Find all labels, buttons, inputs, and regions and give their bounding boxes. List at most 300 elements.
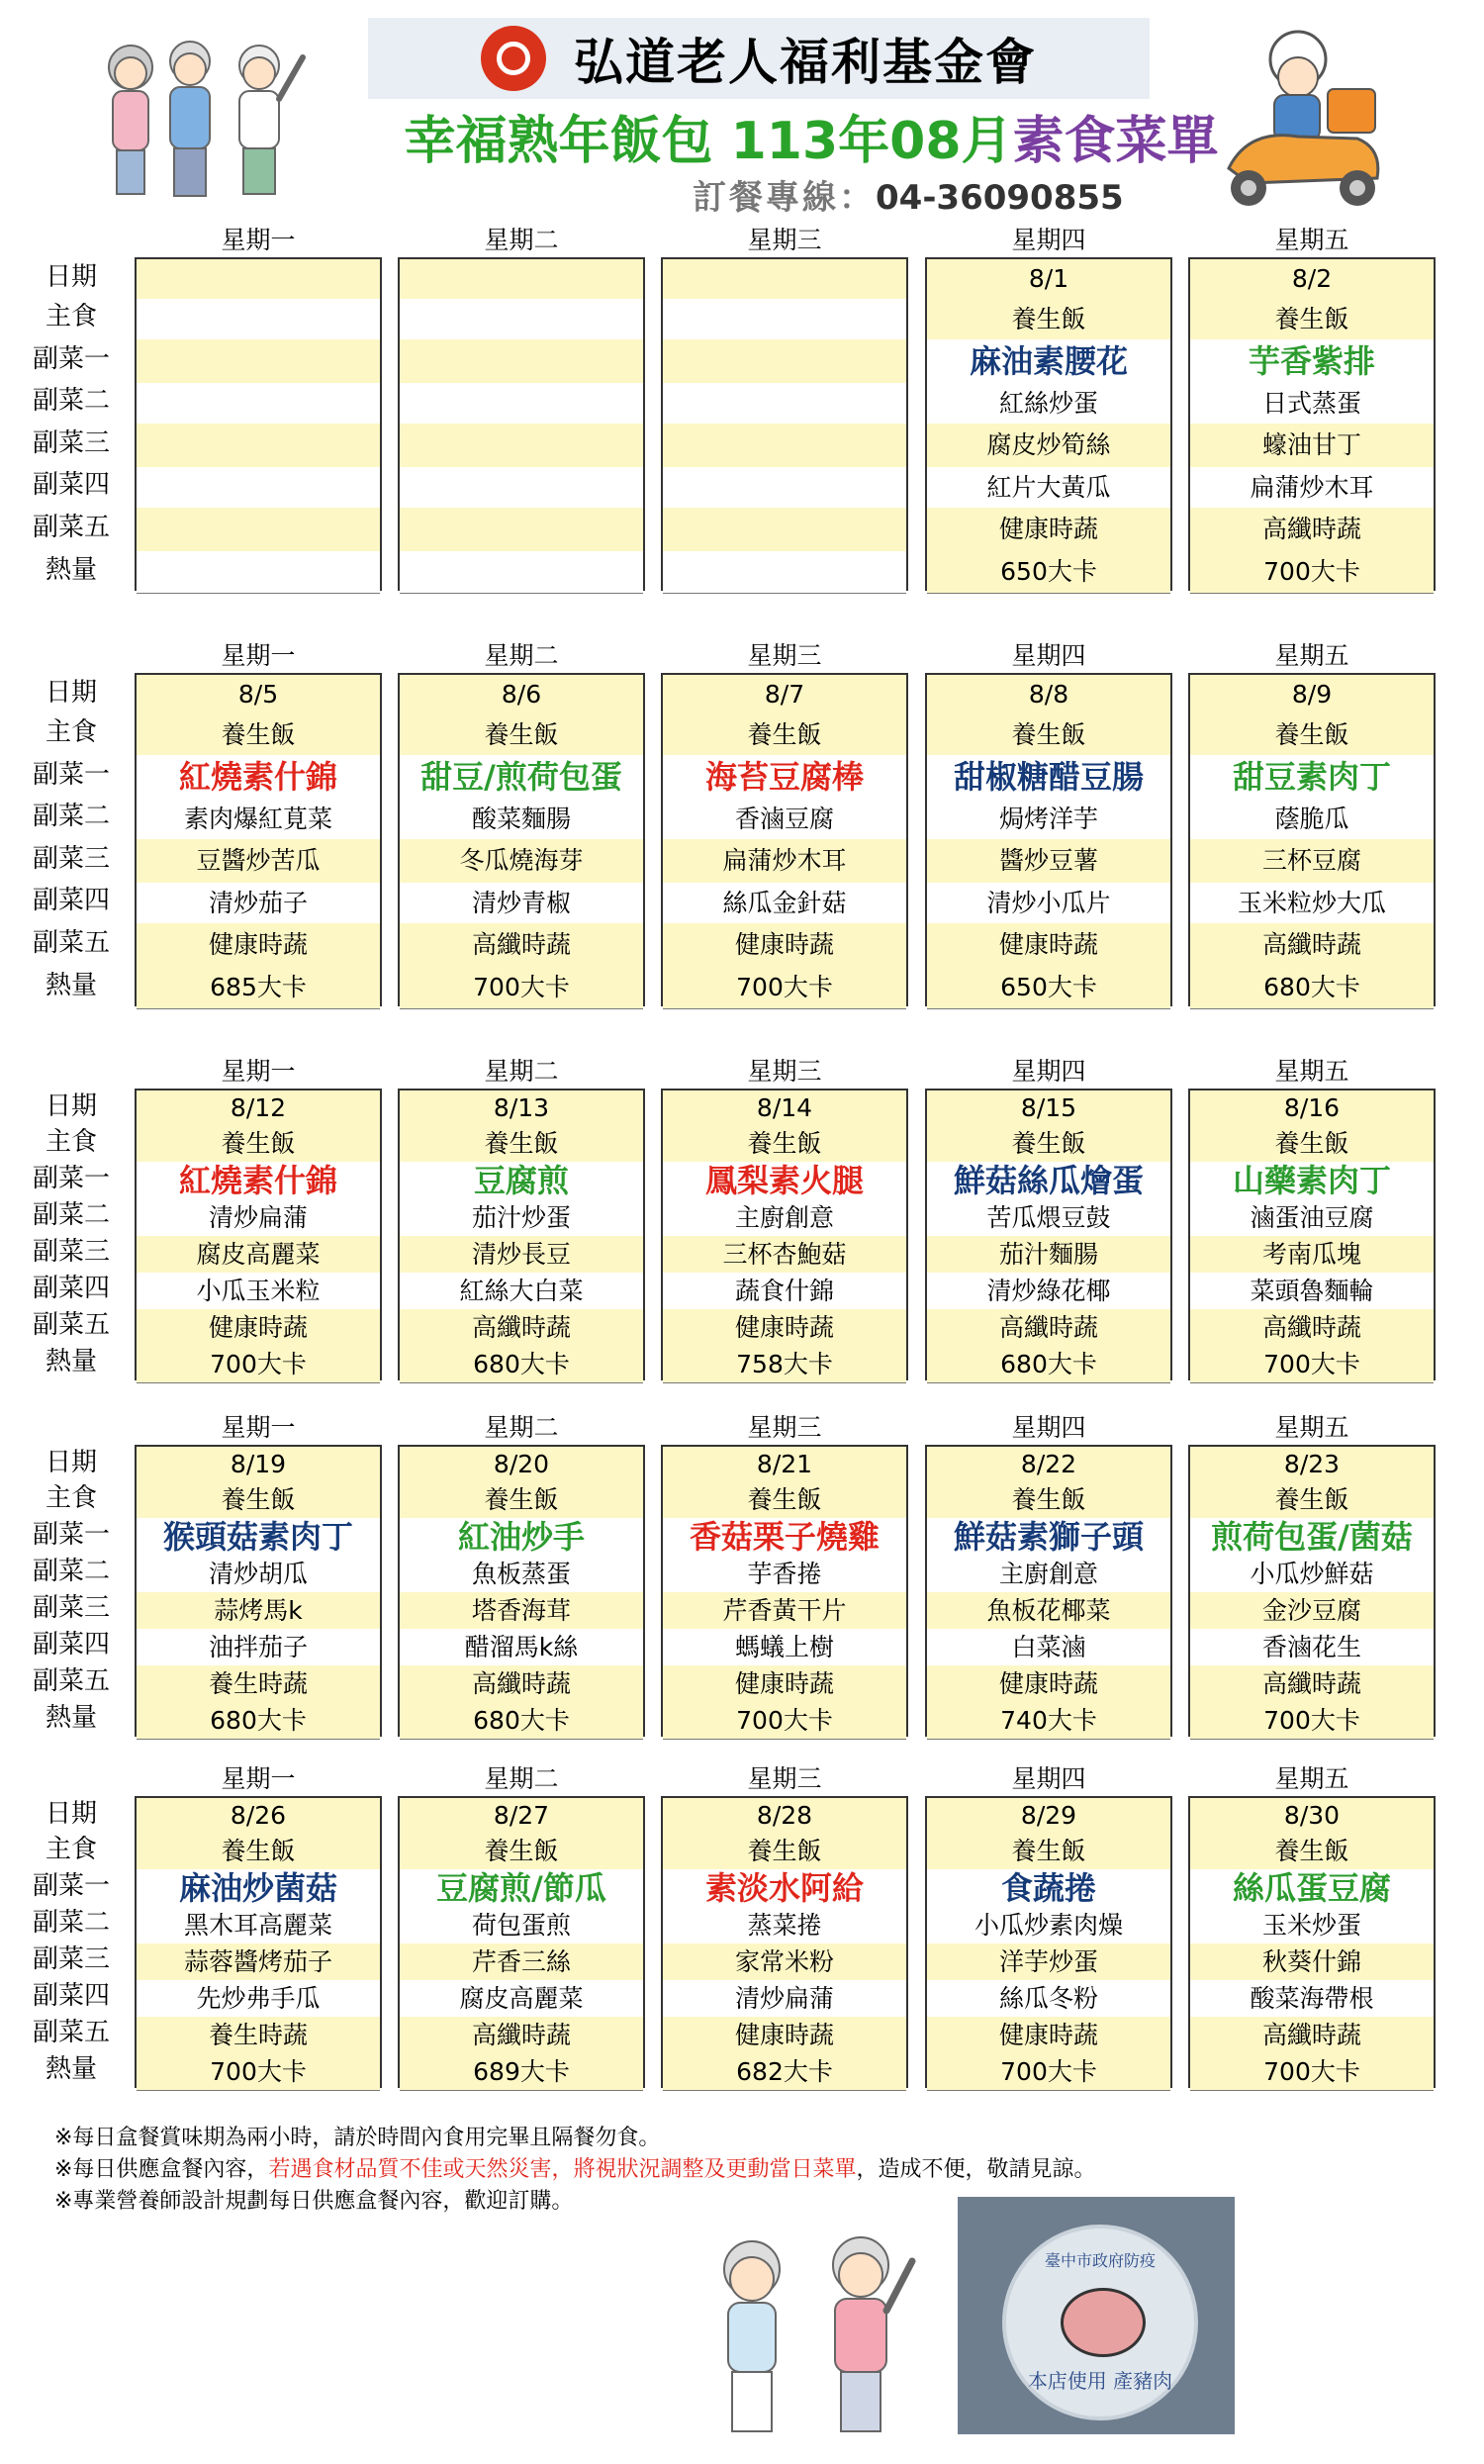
store-certification-photo: [958, 2197, 1235, 2434]
staple-cell: 養生飯: [400, 1126, 643, 1163]
main-dish-cell: [400, 339, 643, 384]
calories-cell: 689大卡: [400, 2053, 643, 2091]
row-label: 副菜一: [32, 760, 110, 790]
staple-cell: 養生飯: [137, 1126, 380, 1163]
pig-icon: [1061, 2288, 1146, 2357]
row-label: 日期: [45, 1448, 97, 1477]
row-label: 日期: [45, 678, 97, 708]
main-dish-cell: 麻油素腰花: [927, 339, 1170, 384]
side-dish-cell: 健康時蔬: [663, 923, 906, 968]
row-label: 副菜一: [32, 1520, 110, 1550]
calories-cell: 740大卡: [927, 1702, 1170, 1740]
day-column: [661, 1089, 908, 1380]
day-column: [135, 257, 382, 591]
side-dish-cell: 紅絲大白菜: [400, 1273, 643, 1310]
note-line: ※專業營養師設計規劃每日供應盒餐內容，歡迎訂購。: [54, 2189, 574, 2214]
calories-cell: 700大卡: [137, 2053, 380, 2091]
side-dish-cell: 蔬食什錦: [663, 1273, 906, 1310]
side-dish-cell: [400, 467, 643, 509]
side-dish-cell: 洋芋炒蛋: [927, 1943, 1170, 1981]
row-label: 熱量: [45, 1347, 97, 1376]
row-label: 熱量: [45, 1703, 97, 1733]
side-dish-cell: 香滷花生: [1190, 1629, 1434, 1666]
side-dish-cell: 高纖時蔬: [1190, 2017, 1434, 2054]
date-cell: 8/6: [400, 675, 643, 715]
day-name-header: 星期三: [747, 1413, 822, 1442]
day-column: [925, 1445, 1172, 1737]
date-cell: 8/15: [927, 1090, 1170, 1127]
staple-cell: 養生飯: [663, 1834, 906, 1870]
side-dish-cell: 醬炒豆薯: [927, 839, 1170, 884]
side-dish-cell: 養生時蔬: [137, 1665, 380, 1703]
date-cell: 8/28: [663, 1798, 906, 1835]
day-name-header: 星期三: [747, 1057, 822, 1086]
calories-cell: [663, 551, 906, 594]
row-label: 副菜四: [32, 1274, 110, 1303]
date-cell: 8/26: [137, 1798, 380, 1835]
main-dish-cell: 豆腐煎: [400, 1162, 643, 1200]
calories-cell: [400, 551, 643, 594]
row-label: 主食: [45, 302, 97, 332]
side-dish-cell: 酸菜海帶根: [1190, 1980, 1434, 2018]
side-dish-cell: 高纖時蔬: [1190, 923, 1434, 968]
side-dish-cell: 焗烤洋芋: [927, 799, 1170, 840]
side-dish-cell: 酸菜麵腸: [400, 799, 643, 840]
calories-cell: 700大卡: [663, 967, 906, 1009]
side-dish-cell: 蔭脆瓜: [1190, 799, 1434, 840]
main-dish-cell: 芋香紫排: [1190, 339, 1434, 384]
day-column: [135, 1445, 382, 1737]
side-dish-cell: [137, 467, 380, 509]
calories-cell: 700大卡: [137, 1346, 380, 1383]
side-dish-cell: 金沙豆腐: [1190, 1592, 1434, 1630]
calories-cell: 680大卡: [1190, 967, 1434, 1009]
staple-cell: 養生飯: [400, 1482, 643, 1519]
date-cell: 8/9: [1190, 675, 1434, 715]
side-dish-cell: 苦瓜煨豆鼓: [927, 1199, 1170, 1237]
date-cell: [137, 259, 380, 300]
side-dish-cell: 滷蛋油豆腐: [1190, 1199, 1434, 1237]
week-block: [0, 1413, 1484, 1739]
calories-cell: 700大卡: [1190, 551, 1434, 594]
side-dish-cell: 荷包蛋煎: [400, 1907, 643, 1944]
row-label: 副菜三: [32, 428, 110, 458]
stamp-top-text: 臺中市政府防疫: [1044, 2251, 1156, 2270]
main-dish-cell: [663, 339, 906, 384]
day-name-header: 星期二: [484, 641, 559, 670]
day-column: [1188, 257, 1436, 591]
day-name-header: 星期五: [1274, 1413, 1349, 1442]
side-dish-cell: 腐皮炒筍絲: [927, 424, 1170, 468]
day-column: [135, 1089, 382, 1380]
date-cell: 8/1: [927, 259, 1170, 300]
row-label: 日期: [45, 1091, 97, 1121]
note-highlight: 若遇食材品質不佳或天然災害，將視狀況調整及更動當日菜單: [268, 2157, 857, 2182]
side-dish-cell: 健康時蔬: [137, 923, 380, 968]
side-dish-cell: 白菜滷: [927, 1629, 1170, 1666]
side-dish-cell: 小瓜炒素肉燥: [927, 1907, 1170, 1944]
day-column: [661, 1796, 908, 2088]
calories-cell: 758大卡: [663, 1346, 906, 1383]
row-label: 主食: [45, 1483, 97, 1513]
day-name-header: 星期一: [221, 641, 296, 670]
side-dish-cell: 高纖時蔬: [1190, 1665, 1434, 1703]
calories-cell: 680大卡: [137, 1702, 380, 1740]
main-dish-cell: 素淡水阿給: [663, 1869, 906, 1908]
calories-cell: 700大卡: [1190, 2053, 1434, 2091]
day-name-header: 星期五: [1274, 1764, 1349, 1793]
day-column: [398, 1445, 645, 1737]
date-cell: 8/12: [137, 1090, 380, 1127]
day-name-header: 星期二: [484, 226, 559, 254]
calories-cell: 682大卡: [663, 2053, 906, 2091]
side-dish-cell: 紅絲炒蛋: [927, 383, 1170, 425]
row-label: 主食: [45, 1127, 97, 1157]
staple-cell: 養生飯: [1190, 1834, 1434, 1870]
staple-cell: 養生飯: [1190, 1126, 1434, 1163]
side-dish-cell: 高纖時蔬: [400, 1309, 643, 1347]
side-dish-cell: 高纖時蔬: [400, 923, 643, 968]
date-cell: 8/20: [400, 1447, 643, 1483]
date-cell: 8/2: [1190, 259, 1434, 300]
side-dish-cell: 芹香黃干片: [663, 1592, 906, 1630]
side-dish-cell: 蒜蓉醬烤茄子: [137, 1943, 380, 1981]
row-label: 副菜五: [32, 1310, 110, 1340]
side-dish-cell: 健康時蔬: [663, 1665, 906, 1703]
side-dish-cell: 主廚創意: [927, 1556, 1170, 1593]
day-column: [925, 1089, 1172, 1380]
row-label: 熱量: [45, 971, 97, 1000]
hotline-label: 訂餐專線：: [693, 178, 876, 218]
main-dish-cell: 甜豆/煎荷包蛋: [400, 755, 643, 800]
side-dish-cell: 清炒胡瓜: [137, 1556, 380, 1593]
day-name-header: 星期三: [747, 1764, 822, 1793]
side-dish-cell: 日式蒸蛋: [1190, 383, 1434, 425]
row-label: 副菜五: [32, 2018, 110, 2047]
date-cell: 8/27: [400, 1798, 643, 1835]
side-dish-cell: 健康時蔬: [137, 1309, 380, 1347]
side-dish-cell: 醋溜馬k絲: [400, 1629, 643, 1666]
side-dish-cell: 養生時蔬: [137, 2017, 380, 2054]
elderly-group-illustration: [91, 28, 319, 206]
side-dish-cell: 玉米粒炒大瓜: [1190, 883, 1434, 924]
day-name-header: 星期一: [221, 1764, 296, 1793]
main-dish-cell: 麻油炒菌菇: [137, 1869, 380, 1908]
main-dish-cell: [137, 339, 380, 384]
side-dish-cell: 小瓜玉米粒: [137, 1273, 380, 1310]
side-dish-cell: [137, 383, 380, 425]
side-dish-cell: [137, 508, 380, 552]
row-label: 副菜三: [32, 1593, 110, 1623]
hotline-number: 04-36090855: [876, 178, 1124, 218]
side-dish-cell: 紅片大黃瓜: [927, 467, 1170, 509]
main-dish-cell: 豆腐煎/節瓜: [400, 1869, 643, 1908]
day-column: [661, 257, 908, 591]
calories-cell: 650大卡: [927, 967, 1170, 1009]
day-name-header: 星期二: [484, 1057, 559, 1086]
date-cell: 8/22: [927, 1447, 1170, 1483]
side-dish-cell: [663, 383, 906, 425]
side-dish-cell: 茄汁麵腸: [927, 1236, 1170, 1274]
main-dish-cell: 甜椒糖醋豆腸: [927, 755, 1170, 800]
side-dish-cell: 素肉爆紅莧菜: [137, 799, 380, 840]
side-dish-cell: [400, 424, 643, 468]
date-cell: 8/13: [400, 1090, 643, 1127]
staple-cell: 養生飯: [927, 1126, 1170, 1163]
calories-cell: 650大卡: [927, 551, 1170, 594]
side-dish-cell: [663, 424, 906, 468]
calories-cell: 700大卡: [400, 967, 643, 1009]
day-name-header: 星期四: [1011, 641, 1086, 670]
row-label: 副菜五: [32, 513, 110, 542]
note-text: ※每日供應盒餐內容，: [54, 2157, 269, 2182]
row-label: 副菜二: [32, 1908, 110, 1938]
staple-cell: 養生飯: [1190, 299, 1434, 340]
side-dish-cell: 芋香捲: [663, 1556, 906, 1593]
side-dish-cell: 高纖時蔬: [400, 1665, 643, 1703]
side-dish-cell: [137, 424, 380, 468]
staple-cell: 養生飯: [137, 1834, 380, 1870]
day-name-header: 星期二: [484, 1764, 559, 1793]
side-dish-cell: [400, 508, 643, 552]
menu-title: [396, 99, 1227, 173]
day-column: [135, 1796, 382, 2088]
day-name-header: 星期一: [221, 1057, 296, 1086]
side-dish-cell: 蒸菜捲: [663, 1907, 906, 1944]
main-dish-cell: 香菇栗子燒雞: [663, 1518, 906, 1557]
date-cell: 8/5: [137, 675, 380, 715]
row-label: 副菜二: [32, 386, 110, 416]
main-dish-cell: 食蔬捲: [927, 1869, 1170, 1908]
date-cell: 8/14: [663, 1090, 906, 1127]
elderly-couple-illustration: [683, 2222, 930, 2449]
side-dish-cell: 清炒扁蒲: [137, 1199, 380, 1237]
side-dish-cell: 菜頭魯麵輪: [1190, 1273, 1434, 1310]
page-header: [0, 0, 1484, 223]
organization-banner: [368, 18, 1150, 99]
side-dish-cell: 健康時蔬: [927, 2017, 1170, 2054]
date-cell: 8/8: [927, 675, 1170, 715]
week-block: [0, 1057, 1484, 1382]
side-dish-cell: 扁蒲炒木耳: [1190, 467, 1434, 509]
day-name-header: 星期一: [221, 1413, 296, 1442]
side-dish-cell: 腐皮高麗菜: [137, 1236, 380, 1274]
side-dish-cell: 豆醬炒苦瓜: [137, 839, 380, 884]
staple-cell: 養生飯: [400, 1834, 643, 1870]
day-name-header: 星期五: [1274, 226, 1349, 254]
row-label: 主食: [45, 717, 97, 747]
note-line: ※每日盒餐賞味期為兩小時，請於時間內食用完畢且隔餐勿食。: [54, 2126, 661, 2150]
side-dish-cell: [663, 508, 906, 552]
date-cell: [400, 259, 643, 300]
staple-cell: 養生飯: [927, 1482, 1170, 1519]
day-column: [1188, 1089, 1436, 1380]
row-label: 副菜五: [32, 1666, 110, 1696]
side-dish-cell: 螞蟻上樹: [663, 1629, 906, 1666]
row-label: 主食: [45, 1835, 97, 1864]
row-label: 副菜三: [32, 844, 110, 874]
side-dish-cell: 扁蒲炒木耳: [663, 839, 906, 884]
side-dish-cell: 玉米炒蛋: [1190, 1907, 1434, 1944]
day-column: [135, 673, 382, 1006]
day-name-header: 星期三: [747, 226, 822, 254]
side-dish-cell: 茄汁炒蛋: [400, 1199, 643, 1237]
main-dish-cell: 紅燒素什錦: [137, 1162, 380, 1200]
date-cell: 8/30: [1190, 1798, 1434, 1835]
side-dish-cell: 健康時蔬: [663, 1309, 906, 1347]
main-dish-cell: 鮮菇素獅子頭: [927, 1518, 1170, 1557]
certification-stamp: [1002, 2225, 1198, 2420]
day-name-header: 星期五: [1274, 1057, 1349, 1086]
stamp-bottom-text: 本店使用 產豬肉: [1027, 2369, 1173, 2393]
row-label: 副菜四: [32, 886, 110, 915]
side-dish-cell: 健康時蔬: [663, 2017, 906, 2054]
main-dish-cell: 絲瓜蛋豆腐: [1190, 1869, 1434, 1908]
staple-cell: 養生飯: [1190, 714, 1434, 756]
main-dish-cell: 紅燒素什錦: [137, 755, 380, 800]
side-dish-cell: 清炒扁蒲: [663, 1980, 906, 2018]
day-name-header: 星期三: [747, 641, 822, 670]
date-cell: 8/16: [1190, 1090, 1434, 1127]
day-name-header: 星期一: [221, 226, 296, 254]
date-cell: [663, 259, 906, 300]
calories-cell: 680大卡: [927, 1346, 1170, 1383]
side-dish-cell: 高纖時蔬: [400, 2017, 643, 2054]
staple-cell: 養生飯: [137, 1482, 380, 1519]
side-dish-cell: 絲瓜金針菇: [663, 883, 906, 924]
staple-cell: 養生飯: [663, 1126, 906, 1163]
side-dish-cell: 家常米粉: [663, 1943, 906, 1981]
note-line: [54, 2154, 1095, 2186]
side-dish-cell: [663, 467, 906, 509]
row-label: 副菜五: [32, 928, 110, 958]
main-dish-cell: 海苔豆腐棒: [663, 755, 906, 800]
main-dish-cell: 山藥素肉丁: [1190, 1162, 1434, 1200]
heart-logo-icon: [481, 26, 546, 91]
row-label: 日期: [45, 1799, 97, 1829]
day-column: [925, 1796, 1172, 2088]
side-dish-cell: 考南瓜塊: [1190, 1236, 1434, 1274]
day-column: [398, 257, 645, 591]
calories-cell: 700大卡: [1190, 1702, 1434, 1740]
day-name-header: 星期四: [1011, 226, 1086, 254]
day-column: [661, 673, 908, 1006]
side-dish-cell: 冬瓜燒海芽: [400, 839, 643, 884]
day-name-header: 星期二: [484, 1413, 559, 1442]
side-dish-cell: 小瓜炒鮮菇: [1190, 1556, 1434, 1593]
menu-title-accent: 素食菜單: [1012, 112, 1219, 171]
day-name-header: 星期五: [1274, 641, 1349, 670]
side-dish-cell: 健康時蔬: [927, 923, 1170, 968]
organization-name: 弘道老人福利基金會: [574, 34, 1037, 91]
side-dish-cell: 健康時蔬: [927, 1665, 1170, 1703]
main-dish-cell: 煎荷包蛋/菌菇: [1190, 1518, 1434, 1557]
day-column: [1188, 1445, 1436, 1737]
calories-cell: [137, 551, 380, 594]
main-dish-cell: 鮮菇絲瓜燴蛋: [927, 1162, 1170, 1200]
row-label: 副菜二: [32, 1200, 110, 1230]
side-dish-cell: 高纖時蔬: [927, 1309, 1170, 1347]
calories-cell: 700大卡: [663, 1702, 906, 1740]
main-dish-cell: 甜豆素肉丁: [1190, 755, 1434, 800]
day-column: [398, 1796, 645, 2088]
week-block: [0, 1764, 1484, 2090]
side-dish-cell: 三杯杏鮑菇: [663, 1236, 906, 1274]
side-dish-cell: 秋葵什錦: [1190, 1943, 1434, 1981]
staple-cell: 養生飯: [137, 714, 380, 756]
row-label: 副菜四: [32, 1981, 110, 2011]
row-label: 副菜三: [32, 1944, 110, 1974]
day-name-header: 星期四: [1011, 1764, 1086, 1793]
side-dish-cell: 魚板蒸蛋: [400, 1556, 643, 1593]
calories-cell: 700大卡: [1190, 1346, 1434, 1383]
main-dish-cell: 鳳梨素火腿: [663, 1162, 906, 1200]
day-name-header: 星期四: [1011, 1057, 1086, 1086]
side-dish-cell: 塔香海茸: [400, 1592, 643, 1630]
side-dish-cell: 蒜烤馬k: [137, 1592, 380, 1630]
row-label: 副菜三: [32, 1237, 110, 1267]
side-dish-cell: 清炒長豆: [400, 1236, 643, 1274]
week-block: [0, 641, 1484, 1008]
row-label: 副菜一: [32, 1164, 110, 1193]
side-dish-cell: 高纖時蔬: [1190, 508, 1434, 552]
side-dish-cell: 三杯豆腐: [1190, 839, 1434, 884]
day-column: [1188, 673, 1436, 1006]
staple-cell: [137, 299, 380, 340]
day-column: [398, 673, 645, 1006]
side-dish-cell: [400, 383, 643, 425]
side-dish-cell: 先炒弗手瓜: [137, 1980, 380, 2018]
side-dish-cell: 黑木耳高麗菜: [137, 1907, 380, 1944]
calories-cell: 680大卡: [400, 1702, 643, 1740]
row-label: 副菜一: [32, 1871, 110, 1901]
calories-cell: 680大卡: [400, 1346, 643, 1383]
staple-cell: 養生飯: [663, 1482, 906, 1519]
date-cell: 8/19: [137, 1447, 380, 1483]
side-dish-cell: 油拌茄子: [137, 1629, 380, 1666]
side-dish-cell: 腐皮高麗菜: [400, 1980, 643, 2018]
row-label: 副菜四: [32, 470, 110, 500]
row-label: 熱量: [45, 2054, 97, 2084]
staple-cell: 養生飯: [1190, 1482, 1434, 1519]
row-label: 日期: [45, 262, 97, 292]
staple-cell: 養生飯: [400, 714, 643, 756]
week-block: [0, 226, 1484, 593]
side-dish-cell: 清炒青椒: [400, 883, 643, 924]
side-dish-cell: 健康時蔬: [927, 508, 1170, 552]
staple-cell: 養生飯: [663, 714, 906, 756]
date-cell: 8/21: [663, 1447, 906, 1483]
staple-cell: [663, 299, 906, 340]
date-cell: 8/29: [927, 1798, 1170, 1835]
staple-cell: 養生飯: [927, 1834, 1170, 1870]
date-cell: 8/23: [1190, 1447, 1434, 1483]
row-label: 副菜二: [32, 802, 110, 831]
row-label: 副菜二: [32, 1557, 110, 1586]
day-column: [1188, 1796, 1436, 2088]
row-label: 熱量: [45, 555, 97, 585]
side-dish-cell: 魚板花椰菜: [927, 1592, 1170, 1630]
side-dish-cell: 芹香三絲: [400, 1943, 643, 1981]
side-dish-cell: 蠔油甘丁: [1190, 424, 1434, 468]
side-dish-cell: 主廚創意: [663, 1199, 906, 1237]
side-dish-cell: 清炒茄子: [137, 883, 380, 924]
side-dish-cell: 絲瓜冬粉: [927, 1980, 1170, 2018]
day-column: [925, 257, 1172, 591]
note-text: ，造成不便，敬請見諒。: [856, 2157, 1096, 2182]
delivery-scooter-illustration: [1209, 20, 1397, 218]
staple-cell: 養生飯: [927, 299, 1170, 340]
